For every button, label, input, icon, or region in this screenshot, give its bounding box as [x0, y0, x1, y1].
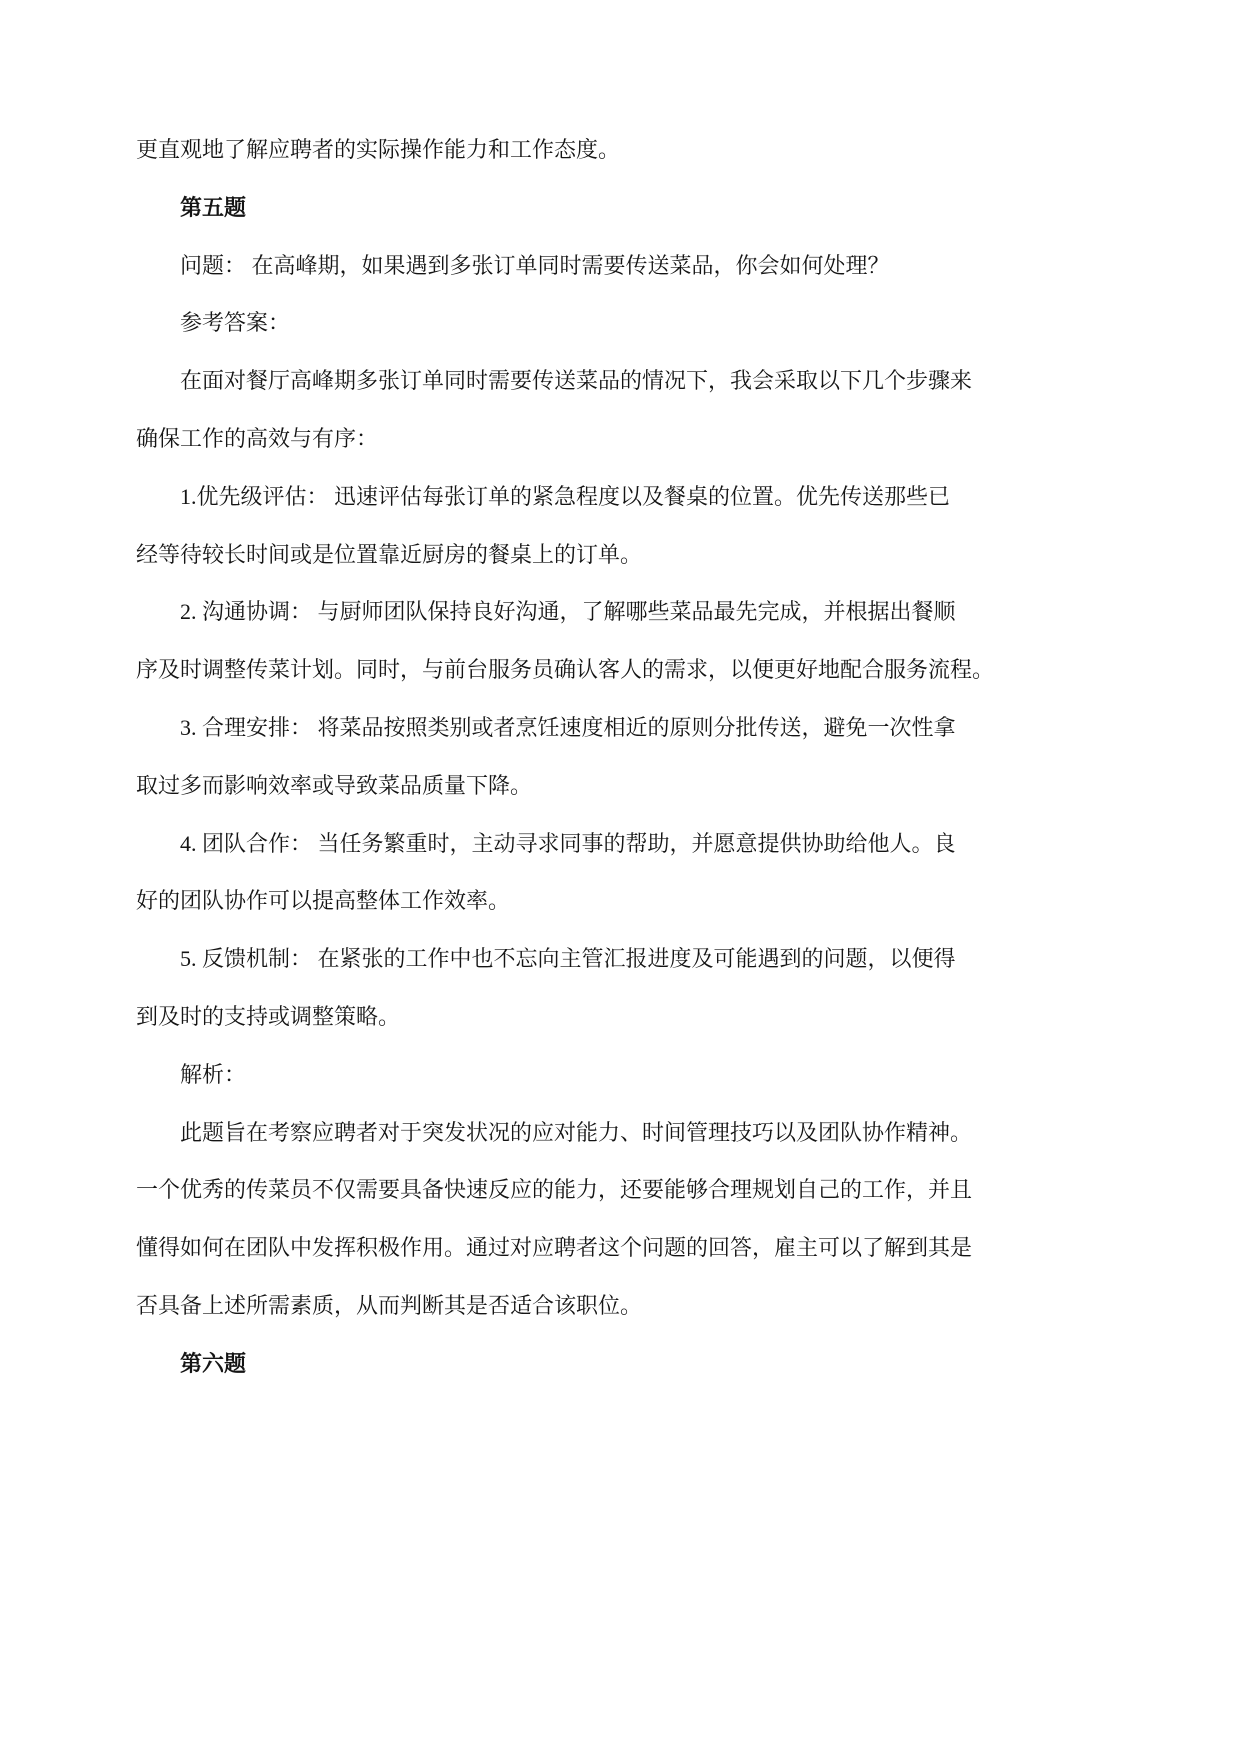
analysis-line: 一个优秀的传菜员不仅需要具备快速反应的能力，还要能够合理规划自己的工作，并且 [136, 1177, 973, 1203]
answer-point-line: 好的团队协作可以提高整体工作效率。 [136, 888, 511, 914]
answer-point-line: 2. 沟通协调： 与厨师团队保持良好沟通，了解哪些菜品最先完成，并根据出餐顺 [180, 599, 956, 625]
analysis-label: 解析： [180, 1061, 247, 1087]
answer-point-line: 取过多而影响效率或导致菜品质量下降。 [136, 772, 533, 798]
answer-point-line: 1.优先级评估： 迅速评估每张订单的紧急程度以及餐桌的位置。优先传送那些已 [180, 483, 951, 509]
answer-point-line: 3. 合理安排： 将菜品按照类别或者烹饪速度相近的原则分批传送，避免一次性拿 [180, 714, 956, 740]
answer-point-line: 5. 反馈机制： 在紧张的工作中也不忘向主管汇报进度及可能遇到的问题，以便得 [180, 946, 956, 972]
continuation-line: 更直观地了解应聘者的实际操作能力和工作态度。 [136, 137, 621, 162]
answer-point-line: 4. 团队合作： 当任务繁重时，主动寻求同事的帮助，并愿意提供协助给他人。良 [180, 830, 956, 856]
question-heading: 第六题 [180, 1350, 247, 1376]
answer-point-line: 序及时调整传菜计划。同时，与前台服务员确认客人的需求，以便更好地配合服务流程。 [136, 657, 995, 683]
answer-point-line: 经等待较长时间或是位置靠近厨房的餐桌上的订单。 [136, 541, 643, 567]
document-body [136, 121, 1016, 1393]
analysis-line: 懂得如何在团队中发挥积极作用。通过对应聘者这个问题的回答，雇主可以了解到其是 [136, 1235, 973, 1261]
question-text: 问题： 在高峰期，如果遇到多张订单同时需要传送菜品，你会如何处理？ [180, 252, 890, 278]
answer-label: 参考答案： [180, 310, 291, 336]
analysis-line: 否具备上述所需素质，从而判断其是否适合该职位。 [136, 1292, 643, 1318]
analysis-line: 此题旨在考察应聘者对于突发状况的应对能力、时间管理技巧以及团队协作精神。 [180, 1119, 973, 1145]
answer-intro-line: 在面对餐厅高峰期多张订单同时需要传送菜品的情况下，我会采取以下几个步骤来 [180, 368, 973, 394]
answer-point-line: 到及时的支持或调整策略。 [136, 1003, 401, 1029]
question-heading: 第五题 [180, 194, 247, 220]
answer-intro-line: 确保工作的高效与有序： [136, 425, 379, 451]
